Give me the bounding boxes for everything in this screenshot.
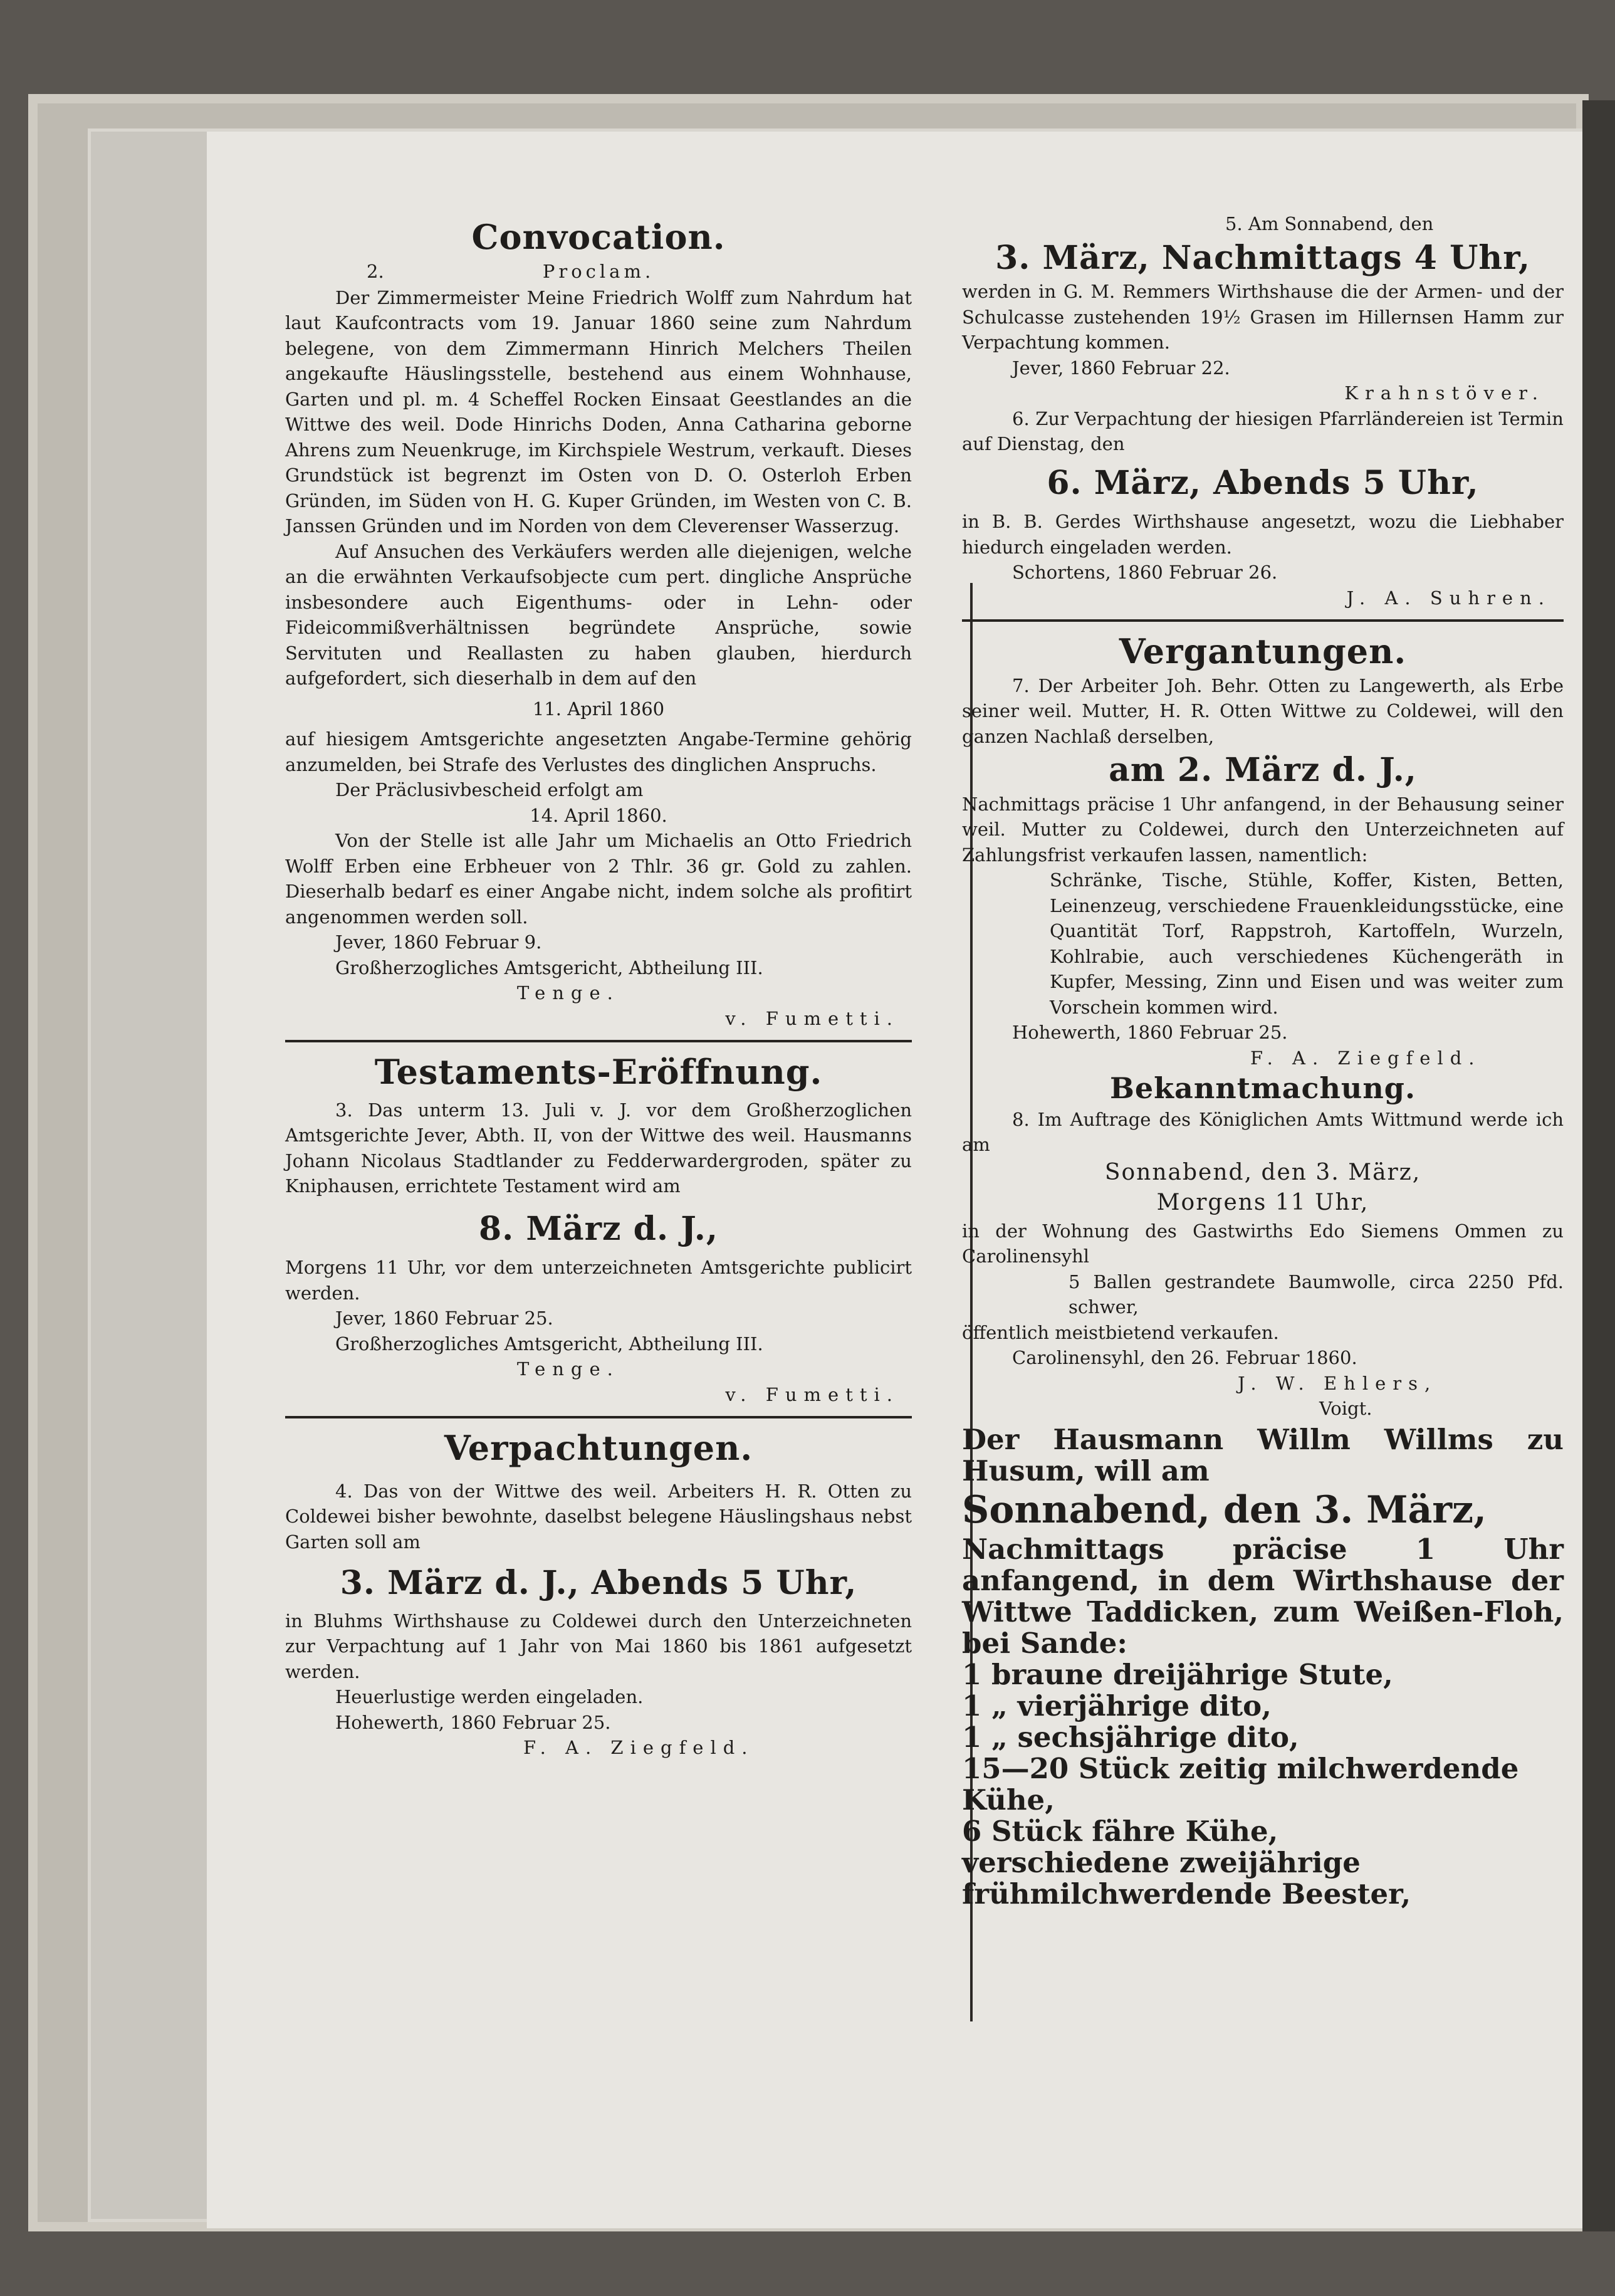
hausmann-stock-4: 15—20 Stück zeitig milchwerdende Kühe, — [962, 1751, 1519, 1816]
hausmann-stock-5: 6 Stück fähre Kühe, — [962, 1814, 1278, 1848]
item5-date: 3. März, Nachmittags 4 Uhr, — [995, 238, 1530, 277]
item5-signature: Krahnstöver. — [1344, 382, 1545, 404]
vergantungen-date: am 2. März d. J., — [1109, 751, 1417, 790]
convocation-paragraph-1: Der Zimmermeister Meine Friedrich Wolff zum Nahrdum hat laut Kaufcontracts vom 19. Januar 1860 seine zum Nahrdum belegene, von dem Zimmermann Hinrich Melchers Theilen angekaufte Häuslingsstelle, bestehend aus einem Wohnhause, Garten und pl. m. 4 Scheffel Rocken Einsaat Geestlandes an die Wittwe des weil. Dode Hinrichs Doden, Anna Catharina geborne Ahrens zum Neuenkruge, im Kirchspiele Westrum, verkauft. Dieses Grundstück ist begrenzt im Osten von D. O. Osterloh Erben Gründen, im Süden von H. G. Kuper Gründen, im Westen von C. B. Janssen Gründen und im Norden von dem Cleverenser Wasserzug. — [285, 286, 912, 537]
verpachtungen-invite: Heuerlustige werden eingeladen. — [335, 1686, 644, 1708]
vergantungen-heading: Vergantungen. — [1119, 631, 1407, 672]
bekanntmachung-date-1: Sonnabend, den 3. März, — [1104, 1159, 1421, 1185]
testament-place-date: Jever, 1860 Februar 25. — [335, 1308, 553, 1329]
hausmann-line-2: Nachmittags präcise 1 Uhr anfangend, in dem Wirthshause der Wittwe Taddicken, zum Weißen-Floh, bei Sande: — [962, 1532, 1564, 1660]
convocation-heading: Convocation. — [471, 217, 726, 257]
vergantungen-place-date: Hohewerth, 1860 Februar 25. — [1012, 1022, 1288, 1044]
testament-signature-2: v. Fumetti. — [725, 1383, 899, 1405]
testament-signature-1: Tenge. — [517, 1358, 620, 1380]
section-rule — [285, 1040, 912, 1042]
verpachtungen-date: 3. März d. J., Abends 5 Uhr, — [340, 1564, 857, 1603]
left-column — [285, 141, 912, 1761]
item5-place-date: Jever, 1860 Februar 22. — [1012, 357, 1230, 379]
item6-paragraph: in B. B. Gerdes Wirthshause angesetzt, wozu die Liebhaber hiedurch eingeladen werden. — [962, 511, 1564, 558]
preclusiv-line: Der Präclusivbescheid erfolgt am — [335, 779, 644, 800]
verpachtungen-paragraph-2: in Bluhms Wirthshause zu Coldewei durch den Unterzeichneten zur Verpachtung auf 1 Jahr von Mai 1860 bis 1861 aufgesetzt werden. — [285, 1610, 912, 1682]
testament-paragraph-1: 3. Das unterm 13. Juli v. J. vor dem Großherzoglichen Amtsgerichte Jever, Abth. II, von der Wittwe des weil. Hausmanns Johann Nicolaus Stadtlander zu Fedderwardergroden, später zu Kniphausen, errichtete Testament wird am — [285, 1099, 912, 1197]
convocation-paragraph-2: Auf Ansuchen des Verkäufers werden alle diejenigen, welche an die erwähnten Verkaufsobjecte cum pert. dingliche Ansprüche insbesondere auch Eigenthums- oder in Lehn- oder Fideicommißverhältnissen begründete Ansprüche, sowie Servituten und Reallasten zu haben glauben, hierdurch aufgefordert, sich dieserhalb in dem auf den — [285, 540, 912, 689]
convocation-signature-2: v. Fumetti. — [725, 1007, 899, 1029]
hausmann-stock-6: verschiedene zweijährige frühmilchwerdende Beester, — [962, 1845, 1411, 1911]
item6-date: 6. März, Abends 5 Uhr, — [1047, 463, 1479, 502]
testament-paragraph-2: Morgens 11 Uhr, vor dem unterzeichneten Amtsgerichte publicirt werden. — [285, 1257, 912, 1304]
hausmann-stock-1: 1 braune dreijährige Stute, — [962, 1657, 1393, 1691]
convocation-court: Großherzogliches Amtsgericht, Abtheilung III. — [335, 957, 763, 978]
bekanntmachung-heading: Bekanntmachung. — [1110, 1071, 1416, 1106]
proclam-line — [285, 259, 912, 285]
testament-heading: Testaments-Eröffnung. — [374, 1052, 823, 1092]
convocation-term-date: 11. April 1860 — [532, 698, 665, 720]
item6-intro: 6. Zur Verpachtung der hiesigen Pfarrländereien ist Termin auf Dienstag, den — [962, 407, 1564, 455]
verpachtungen-heading: Verpachtungen. — [444, 1428, 753, 1469]
bekanntmachung-item: 5 Ballen gestrandete Baumwolle, circa 2250 Pfd. schwer, — [1069, 1271, 1564, 1318]
bekanntmachung-paragraph-1: 8. Im Auftrage des Königlichen Amts Wittmund werde ich am — [962, 1108, 1564, 1156]
hausmann-stock-3: 1 „ sechsjährige dito, — [962, 1720, 1299, 1754]
proclam-title: Proclam. — [542, 260, 655, 282]
vergantungen-signature: F. A. Ziegfeld. — [1250, 1047, 1482, 1069]
vergantungen-paragraph-1: 7. Der Arbeiter Joh. Behr. Otten zu Langewerth, als Erbe seiner weil. Mutter, H. R. Otten Wittwe zu Coldewei, will den ganzen Nachlaß derselben, — [962, 674, 1564, 747]
testament-date: 8. März d. J., — [478, 1209, 718, 1248]
testament-court: Großherzogliches Amtsgericht, Abtheilung III. — [335, 1333, 763, 1355]
bekanntmachung-role: Voigt. — [1319, 1398, 1372, 1420]
bekanntmachung-paragraph-2: in der Wohnung des Gastwirths Edo Siemens Ommen zu Carolinensyhl — [962, 1220, 1564, 1267]
bekanntmachung-date-2: Morgens 11 Uhr, — [1156, 1190, 1369, 1216]
section-rule — [962, 619, 1564, 622]
vergantungen-paragraph-2: Nachmittags präcise 1 Uhr anfangend, in der Behausung seiner weil. Mutter zu Coldewei, durch den Unterzeichneten auf Zahlungsfrist verkaufen lassen, namentlich: — [962, 793, 1564, 866]
bekanntmachung-signature: J. W. Ehlers, — [1238, 1372, 1438, 1394]
verpachtungen-place-date: Hohewerth, 1860 Februar 25. — [335, 1711, 611, 1733]
preclusiv-date: 14. April 1860. — [530, 804, 667, 826]
convocation-place-date: Jever, 1860 Februar 9. — [335, 931, 542, 953]
bekanntmachung-sale: öffentlich meistbietend verkaufen. — [962, 1321, 1279, 1343]
right-column — [962, 141, 1564, 1910]
vergantungen-items: Schränke, Tische, Stühle, Koffer, Kisten, Betten, Leinenzeug, verschiedene Frauenkleidungsstücke, eine Quantität Torf, Rappstroh, Kartoffeln, Wurzeln, Kohlrabie, auch verschiedenes Küchengeräth in Kupfer, Messing, Zinn und Eisen und was weiter zum Vorschein kommen wird. — [1050, 869, 1564, 1018]
item5-paragraph: werden in G. M. Remmers Wirthshause die der Armen- und der Schulcasse zustehenden 19½ Grasen im Hillernsen Hamm zur Verpachtung kommen. — [962, 281, 1564, 354]
proclam-number: 2. — [367, 260, 384, 282]
page-stack-shadow — [91, 132, 226, 2219]
convocation-signature-1: Tenge. — [517, 982, 620, 1004]
hausmann-date: Sonnabend, den 3. März, — [962, 1487, 1487, 1532]
item6-place-date: Schortens, 1860 Februar 26. — [1012, 562, 1278, 584]
convocation-paragraph-4: Von der Stelle ist alle Jahr um Michaelis an Otto Friedrich Wolff Erben eine Erbheuer von 2 Thlr. 36 gr. Gold zu zahlen. Dieserhalb bedarf es einer Angabe nicht, indem solche als profitirt angenommen werden soll. — [285, 830, 912, 928]
item5-intro: 5. Am Sonnabend, den — [1225, 213, 1434, 234]
hausmann-line-1: Der Hausmann Willm Willms zu Husum, will am — [962, 1422, 1564, 1487]
newspaper-page — [216, 141, 1589, 2228]
item6-signature: J. A. Suhren. — [1346, 587, 1551, 609]
verpachtungen-signature: F. A. Ziegfeld. — [523, 1737, 755, 1759]
bekanntmachung-place-date: Carolinensyhl, den 26. Februar 1860. — [1012, 1347, 1357, 1369]
section-rule — [285, 1416, 912, 1418]
verpachtungen-paragraph-1: 4. Das von der Wittwe des weil. Arbeiters H. R. Otten zu Coldewei bisher bewohnte, daselbst belegene Häuslingshaus nebst Garten soll am — [285, 1480, 912, 1553]
hausmann-stock-2: 1 „ vierjährige dito, — [962, 1689, 1272, 1722]
convocation-paragraph-3: auf hiesigem Amtsgerichte angesetzten Angabe-Termine gehörig anzumelden, bei Strafe des Verlustes des dinglichen Anspruchs. — [285, 728, 912, 775]
